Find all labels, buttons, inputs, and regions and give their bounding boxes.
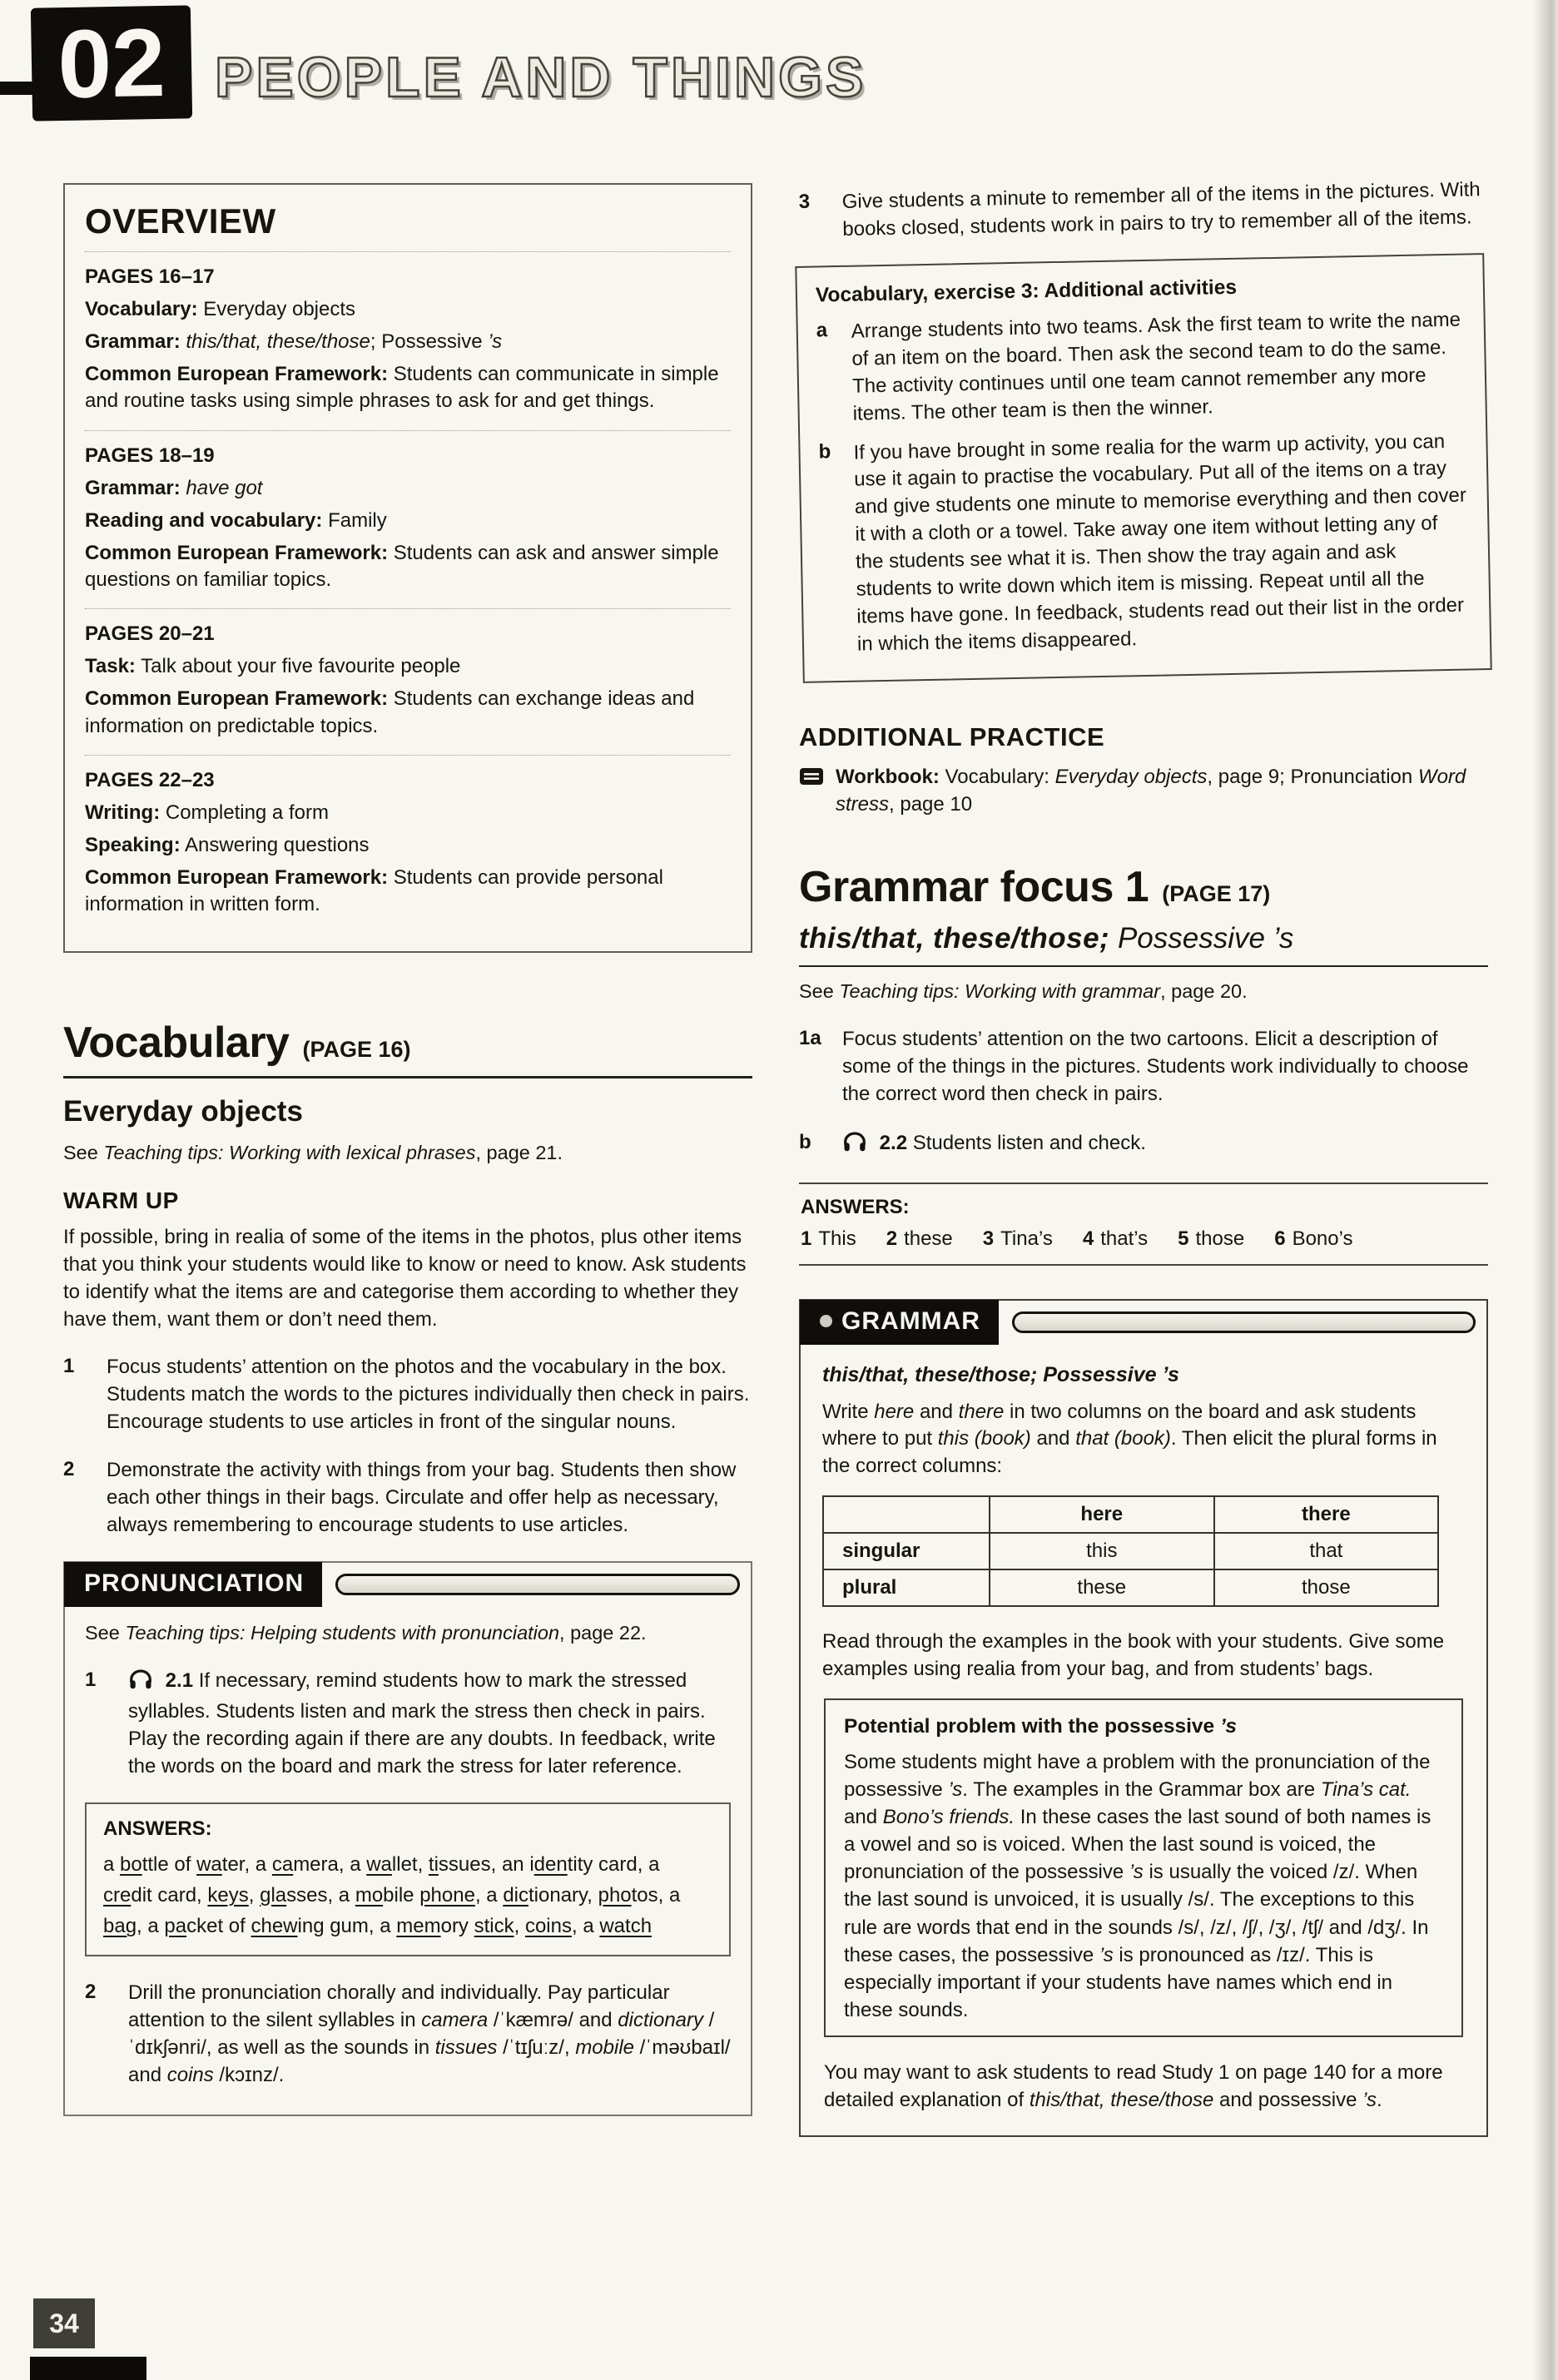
right-column xyxy=(798,178,1488,2137)
overview-line: Common European Framework: Students can provide personal information in written form. xyxy=(85,866,663,916)
step-text: Give students a minute to remember all of the items in the pictures. With books closed, students work in pairs to try to remember all of the items. xyxy=(841,178,1481,240)
table-row-singular xyxy=(823,1533,1438,1569)
pronunciation-answers-box xyxy=(85,1802,731,1957)
overview-section-heading: PAGES 18–19 xyxy=(85,444,215,467)
table-row-label: singular xyxy=(823,1533,990,1569)
activity-item-b xyxy=(818,428,1471,659)
additional-practice-heading: ADDITIONAL PRACTICE xyxy=(799,722,1105,752)
grammar-focus-subheading: this/that, these/those; Possessive ’s xyxy=(799,922,1488,967)
table-row-plural xyxy=(823,1569,1438,1606)
overview-line: Speaking: Answering questions xyxy=(85,833,370,856)
additional-activities-title: Vocabulary, exercise 3: Additional activities xyxy=(815,275,1238,307)
audio-track-number: 2.1 xyxy=(165,1669,194,1693)
step-number: 2 xyxy=(85,1981,97,2004)
potential-problem-text: Some students might have a problem with the pronunciation of the possessive ’s. The examples in the Grammar box are Tina’s cat. and Bono’s friends. In these cases the last sound of both names is a vowel and so is voiced. When the last sound is voiced, the pronunciation of the possessive ’s is usually the voiced /z/. When the last sound is unvoiced, it is usually /s/. The exceptions to this rule are words that end in the sounds /s/, /z/, /ʃ/, /ʒ/, /tʃ/ and /dʒ/. In these cases, the possessive ’s is pronounced as /ɪz/. This is especially important if your students have names which end in these sounds. xyxy=(844,1750,1431,2021)
overview-section-heading: PAGES 16–17 xyxy=(85,265,215,288)
potential-problem-box xyxy=(824,1698,1463,2037)
overview-section-pages-20-21 xyxy=(85,608,731,754)
step-text xyxy=(842,1130,1488,1161)
vocabulary-step-2 xyxy=(63,1457,752,1540)
unit-number: 02 xyxy=(57,7,166,119)
grammar-focus-step-b xyxy=(799,1130,1488,1161)
grammar-focus-heading xyxy=(799,862,1488,912)
overview-title: OVERVIEW xyxy=(85,198,731,252)
grammar-box-intro: Write here and there in two columns on the board and ask students where to put this (book) and that (book). Then elicit the plural forms in the correct columns: xyxy=(822,1400,1437,1478)
bullet-icon xyxy=(820,1315,832,1327)
grammar-help-box xyxy=(799,1299,1488,2138)
table-col-header: here xyxy=(990,1496,1214,1533)
step-text: Focus students’ attention on the two cartoons. Elicit a description of some of the things in the pictures. Students work individually to choose the correct word then check in pairs. xyxy=(842,1028,1469,1105)
page-number-badge xyxy=(33,2298,95,2348)
step-number: b xyxy=(799,1130,811,1153)
grammar-banner-label xyxy=(800,1300,999,1345)
headphones-icon xyxy=(842,1131,867,1161)
answer-item: 4 that’s xyxy=(1082,1227,1149,1250)
overview-box xyxy=(63,183,752,953)
page-number: 34 xyxy=(49,2308,79,2338)
table-corner-cell xyxy=(823,1496,990,1533)
banner-tail-shape xyxy=(1012,1311,1476,1333)
audio-track-number: 2.2 xyxy=(879,1131,908,1154)
unit-title: PEOPLE AND THINGS xyxy=(215,46,867,109)
grammar-box-footer-note: You may want to ask students to read Study 1 on page 140 for a more detailed explanation of this/that, these/those and possessive ’s. xyxy=(824,2060,1443,2112)
vocabulary-step-3 xyxy=(798,176,1488,245)
answers-text: a bottle of water, a camera, a wallet, tissues, an identity card, a credit card, keys, glasses, a mobile phone, a dictionary, photos, a bag, a packet of chewing gum, a memory stick, coins, a watch xyxy=(103,1852,681,1937)
scan-page-edge xyxy=(1533,0,1558,2380)
table-col-header: there xyxy=(1214,1496,1439,1533)
banner-tail-shape xyxy=(335,1574,740,1595)
workbook-reference xyxy=(799,764,1488,819)
table-cell: that xyxy=(1214,1533,1439,1569)
pronunciation-banner-label xyxy=(64,1562,322,1607)
step-text: Focus students’ attention on the photos and the vocabulary in the box. Students match the words to the pictures individually then check in pairs. Encourage students to use articles in front of the singular nouns. xyxy=(107,1355,750,1433)
step-text xyxy=(128,1668,731,1781)
answer-item: 6 Bono’s xyxy=(1274,1227,1353,1250)
overview-line: Reading and vocabulary: Family xyxy=(85,508,387,532)
step-number: 1a xyxy=(799,1027,821,1049)
workbook-icon xyxy=(799,764,824,819)
grammar-banner xyxy=(800,1300,1487,1345)
overview-line: Common European Framework: Students can exchange ideas and information on predictable topics. xyxy=(85,687,695,737)
left-column xyxy=(63,183,752,2137)
grammar-banner-title: GRAMMAR xyxy=(841,1307,980,1335)
step-text: Demonstrate the activity with things from your bag. Students then show each other things in their bags. Circulate and offer help as necessary, always remembering to encourage students to use articles. xyxy=(107,1459,737,1537)
answer-item: 2 these xyxy=(886,1227,953,1250)
step-text-body: If necessary, remind students how to mark the stressed syllables. Students listen and mark the stress then check in pairs. Play the recording again if there are any doubts. In feedback, write the words on the board and mark the stress for later reference. xyxy=(128,1669,716,1778)
warm-up-heading: WARM UP xyxy=(63,1188,179,1214)
answers-label: ANSWERS: xyxy=(103,1817,212,1840)
grammar-box-content xyxy=(801,1345,1486,2136)
activity-item-a xyxy=(816,306,1466,428)
potential-problem-title: Potential problem with the possessive ’s xyxy=(844,1714,1237,1738)
everyday-objects-subheading: Everyday objects xyxy=(63,1095,303,1128)
overview-line: Vocabulary: Everyday objects xyxy=(85,298,356,320)
overview-line: Task: Talk about your five favourite people xyxy=(85,655,461,678)
grammar-box-after-table: Read through the examples in the book with your students. Give some examples using realia from your bag, and from students’ bags. xyxy=(822,1630,1445,1680)
teaching-tips-note: See Teaching tips: Working with grammar, page 20. xyxy=(799,980,1248,1002)
vocabulary-heading-text: Vocabulary xyxy=(63,1019,290,1068)
step-text: Drill the pronunciation chorally and individually. Pay particular attention to the silent syllables in camera /ˈkæmrə/ and dictionary /ˈdɪkʃənri/, as well as the sounds in tissues /ˈtɪʃuːz/, mobile /ˈməʊbaɪl/ and coins /kɔɪnz/. xyxy=(128,1981,731,2086)
unit-number-badge xyxy=(31,5,192,121)
here-there-table xyxy=(822,1495,1439,1607)
scan-bottom-edge xyxy=(30,2357,146,2380)
teaching-tips-note: See Teaching tips: Helping students with pronunciation, page 22. xyxy=(85,1622,647,1644)
pronunciation-section xyxy=(63,1561,752,2116)
table-cell: these xyxy=(990,1569,1214,1606)
grammar-focus-heading-text: Grammar focus 1 xyxy=(799,863,1149,911)
overview-line: Writing: Completing a form xyxy=(85,801,329,824)
answer-item: 3 Tina’s xyxy=(982,1227,1053,1250)
overview-section-pages-16-17 xyxy=(85,252,731,430)
pronunciation-step-2 xyxy=(85,1980,731,2090)
pronunciation-title: PRONUNCIATION xyxy=(84,1569,305,1598)
item-text: Arrange students into two teams. Ask the first team to write the name of an item on the board. Then ask the second team to do the same. The activity continues until one team cannot remember any more items. The other team is then the winner. xyxy=(851,308,1461,425)
overview-line: Grammar: this/that, these/those; Possessive ’s xyxy=(85,330,503,354)
headphones-icon xyxy=(128,1668,153,1698)
overview-section-pages-22-23 xyxy=(85,755,731,934)
table-cell: this xyxy=(990,1533,1214,1569)
item-label: b xyxy=(818,439,831,463)
pronunciation-content xyxy=(65,1622,751,2090)
pronunciation-step-1 xyxy=(85,1668,731,1781)
grammar-focus-page-ref: (PAGE 17) xyxy=(1162,881,1271,906)
pronunciation-banner xyxy=(64,1562,752,1607)
page-columns xyxy=(63,178,1488,2137)
vocabulary-heading xyxy=(63,1018,752,1078)
answers-label: ANSWERS: xyxy=(801,1195,910,1218)
answers-row xyxy=(801,1227,1486,1251)
vocabulary-step-1 xyxy=(63,1354,752,1436)
item-label: a xyxy=(816,319,828,342)
step-number: 1 xyxy=(63,1354,75,1377)
overview-line: Common European Framework: Students can communicate in simple and routine tasks using simple phrases to ask for and get things. xyxy=(85,363,719,413)
warm-up-paragraph: If possible, bring in realia of some of the items in the photos, plus other items that you think your students would like to know or need to know. Ask students to identify what the items are and categorise them according to whether they have them, want them or don’t need them. xyxy=(63,1226,747,1331)
additional-activities-box xyxy=(795,253,1491,682)
overview-section-heading: PAGES 20–21 xyxy=(85,622,215,646)
overview-line: Common European Framework: Students can ask and answer simple questions on familiar topics. xyxy=(85,541,719,592)
grammar-box-subtitle: this/that, these/those; Possessive ’s xyxy=(822,1362,1179,1386)
table-header-row xyxy=(823,1496,1438,1533)
table-row-label: plural xyxy=(823,1569,990,1606)
overview-line: Grammar: have got xyxy=(85,476,263,499)
teaching-tips-note: See Teaching tips: Working with lexical phrases, page 21. xyxy=(63,1142,563,1164)
answer-item: 1 This xyxy=(801,1227,856,1250)
step-number: 3 xyxy=(798,190,811,213)
overview-section-pages-18-19 xyxy=(85,430,731,609)
step-number: 2 xyxy=(63,1458,75,1481)
answer-item: 5 those xyxy=(1178,1227,1245,1250)
step-number: 1 xyxy=(85,1668,97,1692)
item-text: If you have brought in some realia for the warm up activity, you can use it again to practise the vocabulary. Put all of the items on a tray and give students one minute to memorise everything and then cover it with a cloth or a towel. Take away one item without letting any of the students see what it is. Then show the tray again and ask students to write down which item is missing. Repeat until all the items have gone. In feedback, students read out their list in the order in which the items disappeared. xyxy=(853,429,1467,656)
vocabulary-page-ref: (PAGE 16) xyxy=(302,1037,411,1063)
grammar-focus-answers xyxy=(799,1183,1488,1266)
step-text-body: Students listen and check. xyxy=(912,1131,1146,1154)
table-cell: those xyxy=(1214,1569,1439,1606)
grammar-focus-step-1a xyxy=(799,1026,1488,1108)
overview-section-heading: PAGES 22–23 xyxy=(85,768,215,791)
workbook-reference-text: Workbook: Vocabulary: Everyday objects, page 9; Pronunciation Word stress, page 10 xyxy=(836,766,1466,816)
